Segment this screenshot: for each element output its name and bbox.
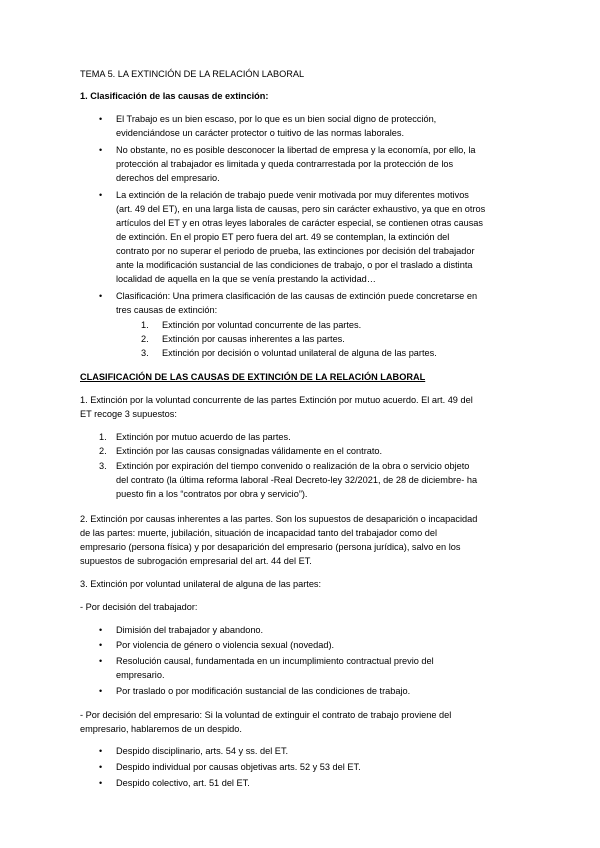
paragraph3-line: 3. Extinción por voluntad unilateral de alguna de las partes:: [80, 579, 322, 589]
bullet2-line: protección al trabajador es limitada y queda contrarrestada por la protección de los: [116, 159, 454, 169]
mutual-item: Extinción por mutuo acuerdo de las partes.: [116, 432, 291, 442]
bullet3-line: localidad de aquella en la que se venía prestando la actividad…: [116, 274, 376, 284]
bullet3-line: La extinción de la relación de trabajo puede venir motivada por muy diferentes motivos: [116, 190, 469, 200]
bullet3-line: artículos del ET y en otras leyes laborales de carácter especial, se contienen otras causas: [116, 218, 484, 228]
paragraph1-line: 1. Extinción por la voluntad concurrente de las partes Extinción por mutuo acuerdo. El art. 49 del: [80, 395, 473, 405]
bullet-marker: •: [99, 625, 103, 635]
bullet1-line: El Trabajo es un bien escaso, por lo que es un bien social digno de protección,: [116, 114, 437, 124]
bullet-marker: •: [99, 114, 103, 124]
worker-item: Dimisión del trabajador y abandono.: [116, 625, 264, 635]
employer-item: Despido disciplinario, arts. 54 y ss. del ET.: [116, 746, 289, 756]
document-title: TEMA 5. LA EXTINCIÓN DE LA RELACIÓN LABORAL: [80, 69, 305, 79]
bullet-marker: •: [99, 656, 103, 666]
list-number: 3.: [141, 348, 149, 358]
employer-item: Despido individual por causas objetivas arts. 52 y 53 del ET.: [116, 762, 361, 772]
worker-subheading: - Por decisión del trabajador:: [80, 602, 198, 612]
bullet3-line: (art. 49 del ET), en una larga lista de causas, pero sin carácter exhaustivo, ya que en otros: [116, 204, 486, 214]
list-number: 3.: [99, 461, 107, 471]
bullet-marker: •: [99, 291, 103, 301]
mutual-item: Extinción por expiración del tiempo convenido o realización de la obra o servicio objeto: [116, 461, 470, 471]
section2-heading: CLASIFICACIÓN DE LAS CAUSAS DE EXTINCIÓN DE LA RELACIÓN LABORAL: [80, 372, 426, 382]
bullet-marker: •: [99, 778, 103, 788]
bullet1-line: evidenciándose un carácter protector o tuitivo de las normas laborales.: [116, 128, 405, 138]
employer-line: empresario, hablaremos de un despido.: [80, 724, 242, 734]
worker-item: empresario.: [116, 670, 165, 680]
classification-item: Extinción por decisión o voluntad unilateral de alguna de las partes.: [162, 348, 437, 358]
paragraph2-line: 2. Extinción por causas inherentes a las partes. Son los supuestos de desaparición o incapacidad: [80, 514, 478, 524]
bullet4-line: Clasificación: Una primera clasificación de las causas de extinción puede concretarse en: [116, 291, 478, 301]
bullet-marker: •: [99, 145, 103, 155]
bullet-marker: •: [99, 686, 103, 696]
bullet3-line: ante la modificación sustancial de las condiciones de trabajo, o por el traslado a distinta: [116, 260, 473, 270]
bullet3-line: de extinción. En el propio ET pero fuera del art. 49 se contemplan, la extinción del: [116, 232, 450, 242]
bullet-marker: •: [99, 190, 103, 200]
list-number: 1.: [141, 320, 149, 330]
bullet2-line: derechos del empresario.: [116, 173, 220, 183]
employer-item: Despido colectivo, art. 51 del ET.: [116, 778, 250, 788]
mutual-item: Extinción por las causas consignadas válidamente en el contrato.: [116, 446, 383, 456]
worker-item: Resolución causal, fundamentada en un incumplimiento contractual previo del: [116, 656, 434, 666]
list-number: 1.: [99, 432, 107, 442]
classification-item: Extinción por voluntad concurrente de las partes.: [162, 320, 362, 330]
bullet-marker: •: [99, 640, 103, 650]
section1-heading: 1. Clasificación de las causas de extinción:: [80, 91, 269, 101]
classification-item: Extinción por causas inherentes a las partes.: [162, 334, 345, 344]
paragraph2-line: empresario (persona física) y por desaparición del empresario (persona jurídica), salvo en los: [80, 542, 461, 552]
worker-item: Por violencia de género o violencia sexual (novedad).: [116, 640, 335, 650]
employer-line: - Por decisión del empresario: Si la voluntad de extinguir el contrato de trabajo proviene del: [80, 710, 452, 720]
paragraph1-line: ET recoge 3 supuestos:: [80, 409, 177, 419]
worker-item: Por traslado o por modificación sustancial de las condiciones de trabajo.: [116, 686, 411, 696]
bullet-marker: •: [99, 762, 103, 772]
bullet2-line: No obstante, no es posible desconocer la libertad de empresa y la economía, por ello, la: [116, 145, 476, 155]
bullet-marker: •: [99, 746, 103, 756]
mutual-item: del contrato (la última reforma laboral -Real Decreto-ley 32/2021, de 28 de diciembre- ha: [116, 475, 478, 485]
list-number: 2.: [99, 446, 107, 456]
list-number: 2.: [141, 334, 149, 344]
bullet4-line: tres causas de extinción:: [116, 305, 218, 315]
paragraph2-line: supuestos de subrogación empresarial del art. 44 del ET.: [80, 556, 312, 566]
bullet3-line: contrato por no superar el periodo de prueba, las extinciones por decisión del trabajador: [116, 246, 475, 256]
paragraph2-line: de las partes: muerte, jubilación, situación de incapacidad tanto del trabajador como del: [80, 528, 437, 538]
mutual-item: puesto fin a los “contratos por obra y servicio”).: [116, 489, 308, 499]
